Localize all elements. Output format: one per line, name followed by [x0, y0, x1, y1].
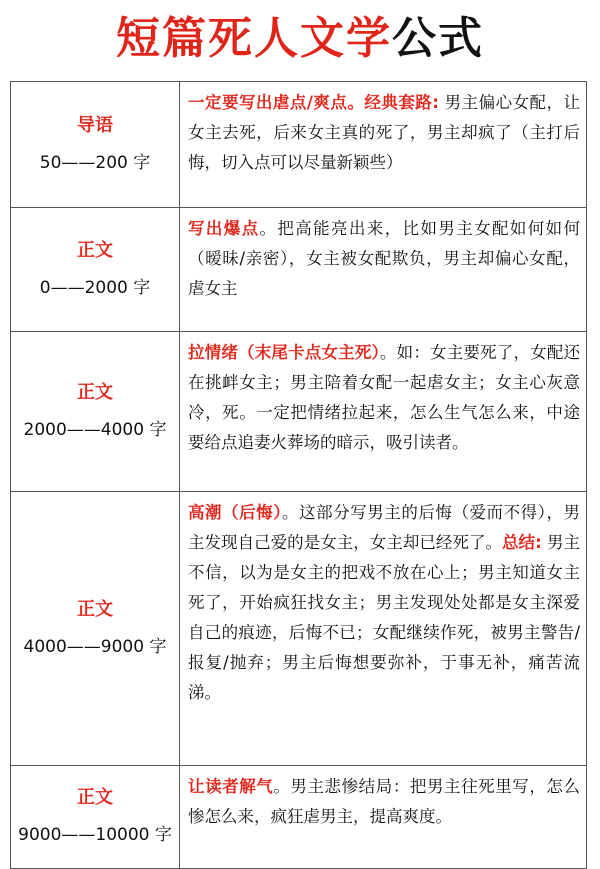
section-name: 正文 [77, 239, 113, 261]
title-red-part: 短篇死人文学 [116, 13, 392, 64]
section-name: 导语 [77, 114, 113, 136]
title-black-part: 公式 [392, 13, 484, 64]
summary-highlight: 总结: [502, 533, 542, 552]
content-highlight: 拉情绪（末尾卡点女主死） [188, 343, 380, 362]
word-range: 0——2000 字 [39, 277, 151, 298]
word-range: 2000——4000 字 [23, 419, 167, 440]
section-content [180, 332, 587, 492]
section-name: 正文 [77, 598, 113, 620]
content-highlight: 让读者解气 [188, 777, 274, 796]
content-highlight: 高潮（后悔） [188, 503, 283, 522]
section-cell [11, 766, 180, 869]
content-text: 。这部分写男主的后悔（爱而不得），男主发现自己爱的是女主，女主却已经死了。 [188, 503, 581, 552]
content-text: 。把高能亮出来，比如男主女配如何如何（暧昧/亲密），女主被女配欺负，男主却偏心女配，虐女主 [188, 219, 581, 298]
content-text: 男主偏心女配，让女主去死，后来女主真的死了，男主却疯了（主打后悔，切入点可以尽量新颖些） [188, 93, 581, 172]
table-row [11, 82, 587, 208]
content-text: 。男主悲惨结局：把男主往死里写，怎么惨怎么来，疯狂虐男主，提高爽度。 [188, 777, 581, 826]
section-content [180, 766, 587, 869]
content-text: 男主不信，以为是女主的把戏不放在心上；男主知道女主死了，开始疯狂找女主；男主发现处处都是女主深爱自己的痕迹，后悔不已；女配继续作死，被男主警告/报复/抛弃；男主后悔想要弥补，于事无补，痛苦流涕。 [188, 533, 580, 702]
section-content [180, 492, 587, 766]
page-title [0, 8, 600, 70]
section-cell [11, 208, 180, 332]
section-name: 正文 [77, 787, 113, 808]
section-cell [11, 492, 180, 766]
word-range: 50——200 字 [39, 152, 151, 173]
section-cell [11, 82, 180, 208]
content-highlight: 写出爆点 [188, 219, 260, 238]
word-range: 9000——10000 字 [18, 825, 172, 845]
table-row [11, 208, 587, 332]
section-name: 正文 [77, 381, 113, 403]
table-row [11, 332, 587, 492]
section-content [180, 208, 587, 332]
content-text: 。如：女主要死了，女配还在挑衅女主；男主陪着女配一起虐女主；女主心灰意冷，死。一定把情绪拉起来，怎么生气怎么来，中途要给点追妻火葬场的暗示，吸引读者。 [188, 343, 581, 452]
word-range: 4000——9000 字 [23, 636, 167, 657]
section-cell [11, 332, 180, 492]
section-content [180, 82, 587, 208]
formula-table [10, 81, 587, 869]
table-row [11, 766, 587, 869]
content-highlight: 一定要写出虐点/爽点。经典套路: [188, 93, 439, 112]
table-row [11, 492, 587, 766]
